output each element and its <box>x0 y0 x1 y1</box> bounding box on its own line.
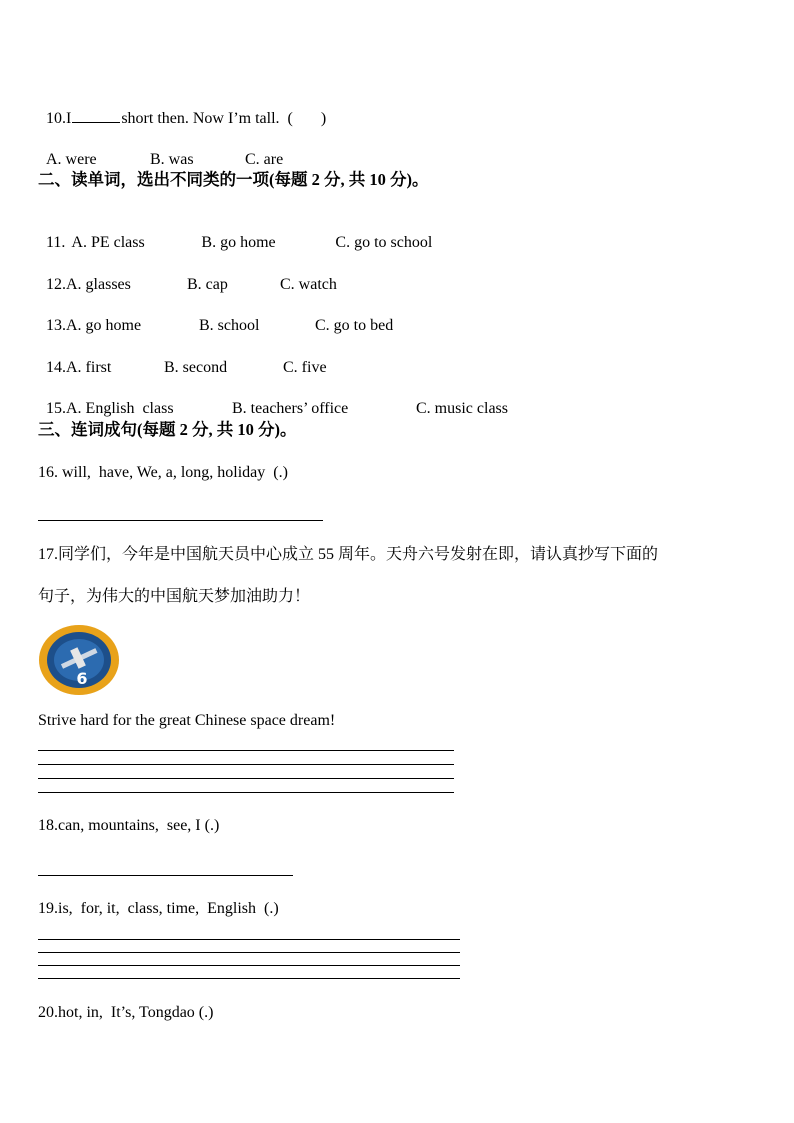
question-10-prefix: 10.I <box>46 110 72 127</box>
question-10 <box>38 88 326 129</box>
answer-line[interactable] <box>38 875 293 876</box>
option-b[interactable]: B. second <box>164 359 228 376</box>
option-b[interactable]: B. teachers’ office <box>232 400 349 417</box>
question-number: 13. <box>46 317 66 334</box>
option-a[interactable]: A. first <box>66 359 112 376</box>
copy-sentence: Strive hard for the great Chinese space dream! <box>38 712 336 729</box>
writing-line[interactable] <box>38 764 454 765</box>
question-number: 11. <box>46 234 66 251</box>
question-14 <box>38 338 327 378</box>
answer-line[interactable] <box>38 520 323 521</box>
question-17-line-2: 句子，为伟大的中国航天梦加油助力！ <box>38 588 311 605</box>
option-b[interactable]: B. cap <box>187 276 228 293</box>
option-c[interactable]: C. watch <box>280 276 337 293</box>
question-20: 20.hot, in, It’s, Tongdao (.) <box>38 1004 214 1021</box>
option-b[interactable]: B. school <box>199 317 260 334</box>
option-c[interactable]: C. go to bed <box>315 317 394 334</box>
question-19: 19.is, for, it, class, time, English (.) <box>38 900 279 917</box>
option-c[interactable]: C. go to school <box>335 234 433 251</box>
option-c[interactable]: C. are <box>245 151 284 168</box>
answer-blank[interactable] <box>72 108 120 123</box>
option-b[interactable]: B. was <box>150 151 194 168</box>
writing-line[interactable] <box>38 792 454 793</box>
question-15 <box>38 379 508 419</box>
writing-line[interactable] <box>38 778 454 779</box>
space-mission-badge-icon <box>38 624 120 696</box>
question-10-options <box>38 130 283 170</box>
option-a[interactable]: A. were <box>46 151 97 168</box>
writing-line[interactable] <box>38 965 460 966</box>
question-10-text: short then. Now I’m tall. ( ) <box>121 110 327 127</box>
writing-line[interactable] <box>38 952 460 953</box>
option-b[interactable]: B. go home <box>201 234 276 251</box>
question-number: 12. <box>46 276 66 293</box>
option-a[interactable]: A. PE class <box>71 234 145 251</box>
question-13 <box>38 296 393 336</box>
badge-number: 6 <box>76 669 88 688</box>
option-a[interactable]: A. glasses <box>66 276 131 293</box>
question-number: 15. <box>46 400 66 417</box>
question-number: 14. <box>46 359 66 376</box>
option-a[interactable]: A. English class <box>66 400 174 417</box>
question-16: 16. will, have, We, a, long, holiday (.) <box>38 464 288 481</box>
question-18: 18.can, mountains, see, I (.) <box>38 817 220 834</box>
option-c[interactable]: C. music class <box>416 400 508 417</box>
section-2-title: 二、读单词，选出不同类的一项(每题 2 分, 共 10 分)。 <box>38 170 429 189</box>
option-a[interactable]: A. go home <box>66 317 142 334</box>
question-11 <box>38 213 432 253</box>
writing-line[interactable] <box>38 978 460 979</box>
option-c[interactable]: C. five <box>283 359 327 376</box>
question-17-line-1: 17.同学们，今年是中国航天员中心成立 55 周年。天舟六号发射在即，请认真抄写下面的 <box>38 546 659 563</box>
writing-line[interactable] <box>38 750 454 751</box>
section-3-title: 三、连词成句(每题 2 分, 共 10 分)。 <box>38 420 297 439</box>
question-12 <box>38 255 337 295</box>
writing-line[interactable] <box>38 939 460 940</box>
